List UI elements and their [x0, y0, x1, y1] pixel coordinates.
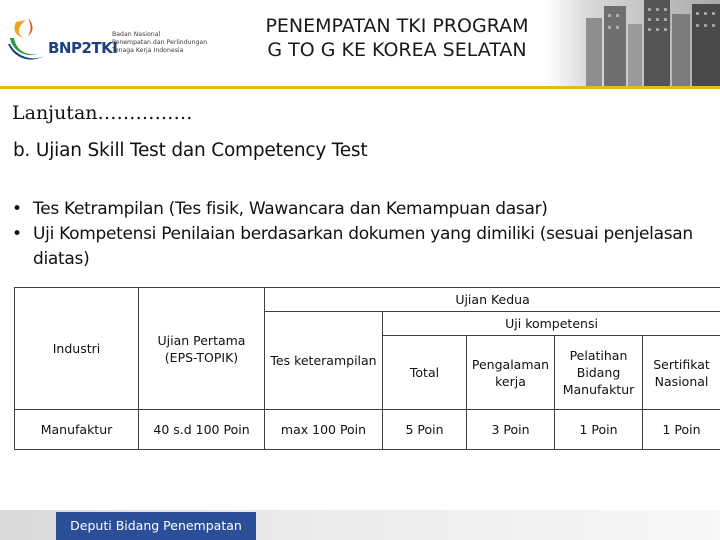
bullet-item: [12, 222, 712, 272]
header-tes-keterampilan: Tes keterampilan: [265, 312, 383, 410]
continuation-heading: Lanjutan……………: [12, 102, 193, 124]
header-industri: Industri: [15, 288, 139, 410]
header-sertifikat: [643, 336, 720, 410]
logo-subtitle-line: Badan Nasional: [112, 31, 161, 38]
header-uji-kompetensi: Uji kompetensi: [383, 312, 720, 336]
header-pengalaman-kerja: [467, 336, 555, 410]
cell-total: 5 Poin: [383, 410, 467, 450]
logo-emblem-icon: [4, 16, 48, 66]
header-line: Pengalaman: [471, 356, 550, 372]
cell-pengalaman-kerja: 3 Poin: [467, 410, 555, 450]
bullet-text: Tes Ketrampilan (Tes fisik, Wawancara dan Kemampuan dasar): [33, 199, 548, 219]
header-ujian-pertama: [139, 288, 265, 410]
bnp2tki-logo: [4, 14, 210, 68]
cell-tes-keterampilan: max 100 Poin: [265, 410, 383, 450]
cell-sertifikat: 1 Poin: [643, 410, 720, 450]
cell-pelatihan: 1 Poin: [555, 410, 643, 450]
slide-title-line: PENEMPATAN TKI PROGRAM: [265, 15, 529, 37]
logo-subtitle: [112, 31, 212, 55]
header-total: Total: [383, 336, 467, 410]
logo-subtitle-line: Tenaga Kerja Indonesia: [112, 47, 184, 54]
logo-wordmark: BNP2TKI: [48, 39, 118, 57]
header-line: Manufaktur: [562, 382, 635, 397]
cell-ujian-pertama: 40 s.d 100 Poin: [139, 410, 265, 450]
bullet-dot-icon: •: [12, 199, 22, 219]
header-line: Ujian Pertama: [157, 332, 246, 348]
city-skyline-photo: [546, 0, 720, 86]
logo-subtitle-line: Penempatan dan Perlindungan: [112, 39, 208, 46]
table-header-row: [15, 288, 720, 312]
header-ujian-kedua: Ujian Kedua: [265, 288, 720, 312]
slide-header: [0, 0, 720, 86]
header-line: Sertifikat: [653, 356, 710, 372]
header-line: Pelatihan: [569, 348, 628, 363]
section-subtitle: b. Ujian Skill Test dan Competency Test: [13, 140, 368, 161]
header-line: (EPS-TOPIK): [164, 349, 239, 365]
slide-title-line: G TO G KE KOREA SELATAN: [267, 39, 527, 61]
footer-label: Deputi Bidang Penempatan: [56, 512, 256, 540]
bullet-text: Uji Kompetensi Penilaian berdasarkan dokumen yang dimiliki (sesuai penjelasan diatas): [33, 224, 693, 269]
points-table: [14, 287, 720, 450]
slide-title: [216, 14, 578, 62]
bullet-dot-icon: •: [12, 224, 22, 244]
bullet-item: [12, 197, 712, 222]
table-row: [15, 410, 720, 450]
header-pelatihan: [555, 336, 643, 410]
header-divider: [0, 86, 720, 89]
points-table-container: [14, 287, 720, 450]
header-line: Bidang: [576, 365, 621, 380]
bullet-list: [12, 197, 712, 272]
header-line: Nasional: [654, 373, 709, 389]
header-line: kerja: [495, 373, 526, 389]
cell-industri: Manufaktur: [15, 410, 139, 450]
